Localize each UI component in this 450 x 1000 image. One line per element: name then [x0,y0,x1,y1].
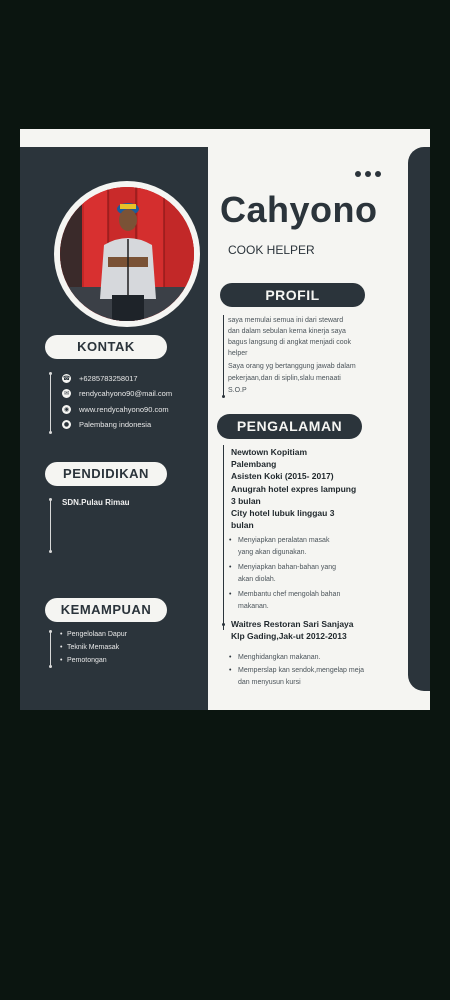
timeline-line [50,631,51,667]
timeline-dot [49,498,52,501]
profile-line: pekerjaan,dan di siplin,slalu menaati [228,375,341,382]
experience-heading: Waitres Restoran Sari Sanjaya [231,619,354,629]
timeline-dot [222,623,225,626]
section-title-kemampuan: KEMAMPUAN [45,598,167,622]
skill-item: • Pengelolaan Dapur [60,631,127,638]
timeline-dot [49,630,52,633]
timeline-line [50,499,51,552]
skill-item: • Teknik Memasak [60,644,119,651]
profile-line: saya memulai semua ini dari steward [228,317,344,324]
mail-icon: ✉ [63,390,70,397]
skill-item: • Pemotongan [60,657,107,664]
contact-address: ● Palembang indonesia [63,420,152,429]
timeline-dot [222,395,225,398]
profile-line: dan dalam sebulan kerna kinerja saya [228,328,346,335]
right-accent-bar [408,147,430,691]
experience-heading: bulan [231,520,254,530]
section-title-pendidikan: PENDIDIKAN [45,462,167,486]
experience-heading: Klp Gading,Jak-ut 2012-2013 [231,631,347,641]
profile-line: helper [228,350,248,357]
timeline-line [223,445,224,630]
experience-bullet: • Membantu chef mengolah bahan makanan. [229,589,388,612]
experience-heading: City hotel lubuk linggau 3 [231,508,335,518]
experience-heading: Anugrah hotel expres lampung [231,484,357,494]
experience-heading: Newtown Kopitiam [231,447,308,457]
timeline-dot [49,550,52,553]
experience-bullet: • Memperslap kan sendok,mengelap meja dan menyusun kursi [229,665,388,688]
experience-bullet: • Menghidangkan makanan. [229,652,388,664]
timeline-dot [49,372,52,375]
profile-photo [60,187,194,321]
section-title-kontak: KONTAK [45,335,167,359]
profile-line: Saya orang yg bertanggung jawab dalam [228,363,356,370]
experience-heading: Asisten Koki (2015- 2017) [231,471,334,481]
section-title-profil: PROFIL [220,283,365,307]
profile-line: bagus langsung di angkat menjadi cook [228,339,351,346]
candidate-role: COOK HELPER [228,243,315,257]
more-dots-icon [355,171,381,177]
profile-line: S.O.P [228,387,247,394]
globe-icon: ◉ [63,406,70,413]
resume-page [20,129,430,710]
profile-photo-frame [54,181,200,327]
location-pin-icon: ● [63,421,70,428]
contact-phone: ☎ +6285783258017 [62,374,138,383]
timeline-dot [49,665,52,668]
timeline-line [223,315,224,397]
timeline-line [50,373,51,433]
experience-bullet: • Menyiapkan peralatan masak yang akan digunakan. [229,535,388,558]
section-title-pengalaman: PENGALAMAN [217,414,362,439]
candidate-name: Cahyono [220,189,378,230]
experience-heading: Palembang [231,459,277,469]
experience-bullet: • Menyiapkan bahan-bahan yang akan diolah. [229,562,388,585]
contact-website: ◉ www.rendycahyono90.com [63,405,169,414]
education-item: SDN.Pulau Rimau [62,498,130,507]
timeline-dot [49,431,52,434]
contact-email: ✉ rendycahyono90@mail.com [63,389,173,398]
phone-icon: ☎ [62,375,71,382]
experience-heading: 3 bulan [231,496,261,506]
